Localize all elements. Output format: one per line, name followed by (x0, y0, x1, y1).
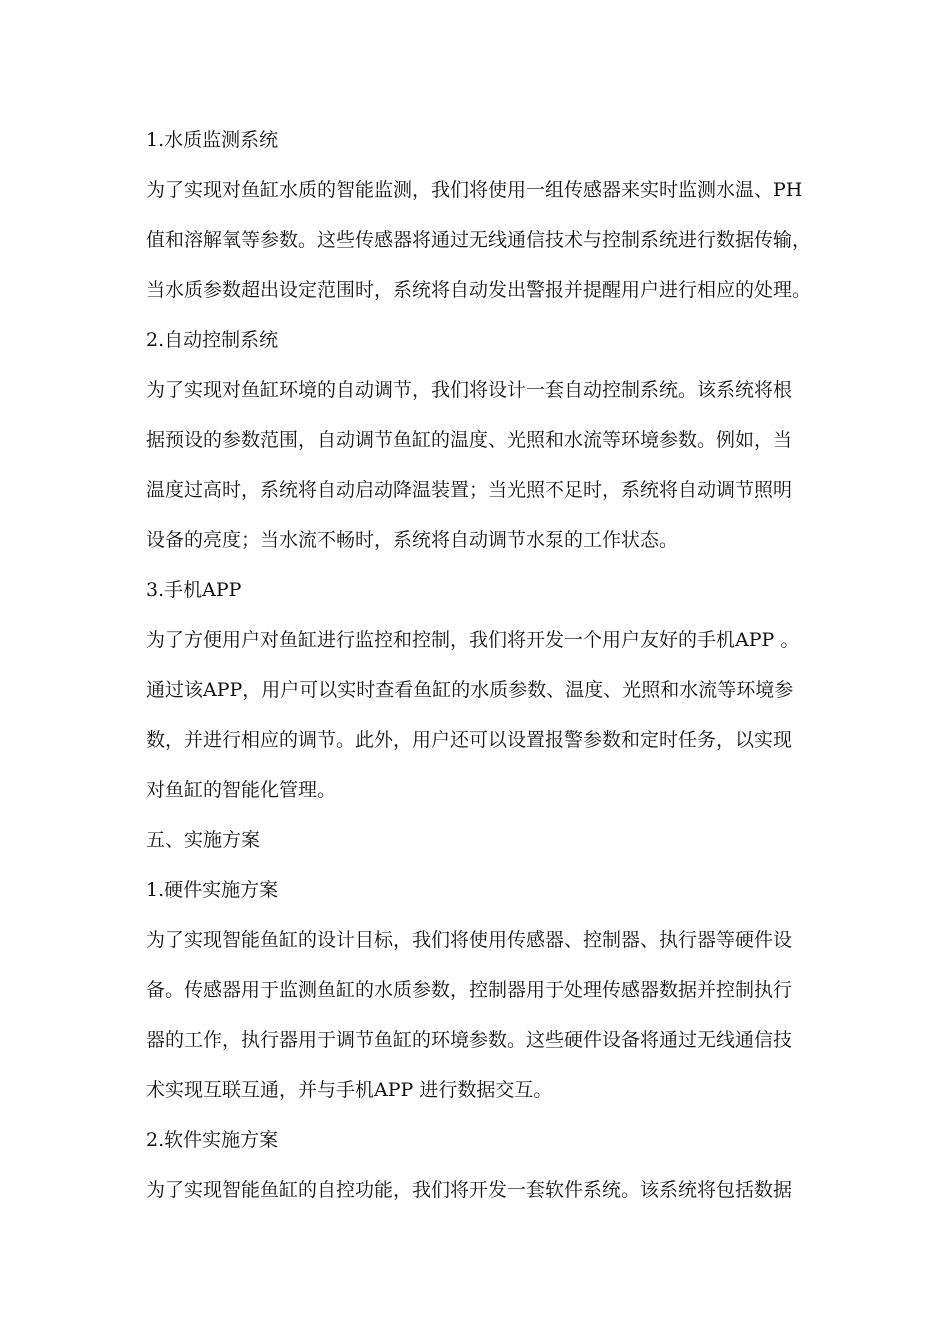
paragraph-line: 为了方便用户对鱼缸进行监控和控制，我们将开发一个用户友好的手机APP 。 (146, 629, 800, 651)
paragraph-line: 为了实现智能鱼缸的自控功能，我们将开发一套软件系统。该系统将包括数据 (146, 1179, 793, 1201)
paragraph-line: 为了实现智能鱼缸的设计目标，我们将使用传感器、控制器、执行器等硬件设 (146, 929, 793, 951)
chapter-heading-implementation: 五、实施方案 (146, 829, 261, 851)
paragraph-line: 温度过高时，系统将自动启动降温装置；当光照不足时，系统将自动调节照明 (146, 479, 793, 501)
section-heading-water-quality: 1.水质监测系统 (146, 129, 279, 151)
section-heading-hardware: 1.硬件实施方案 (146, 879, 279, 901)
paragraph-line: 备。传感器用于监测鱼缸的水质参数，控制器用于处理传感器数据并控制执行 (146, 979, 793, 1001)
paragraph-line: 数，并进行相应的调节。此外，用户还可以设置报警参数和定时任务，以实现 (146, 729, 793, 751)
section-heading-software: 2.软件实施方案 (146, 1129, 279, 1151)
paragraph-line: 当水质参数超出设定范围时，系统将自动发出警报并提醒用户进行相应的处理。 (146, 279, 812, 301)
paragraph-line: 据预设的参数范围，自动调节鱼缸的温度、光照和水流等环境参数。例如，当 (146, 429, 793, 451)
paragraph-line: 通过该APP，用户可以实时查看鱼缸的水质参数、温度、光照和水流等环境参 (146, 679, 794, 701)
paragraph-line: 术实现互联互通，并与手机APP 进行数据交互。 (146, 1079, 553, 1101)
section-heading-auto-control: 2.自动控制系统 (146, 329, 279, 351)
paragraph-line: 为了实现对鱼缸水质的智能监测，我们将使用一组传感器来实时监测水温、PH (146, 179, 803, 201)
paragraph-line: 设备的亮度；当水流不畅时，系统将自动调节水泵的工作状态。 (146, 529, 679, 551)
section-heading-mobile-app: 3.手机APP (146, 579, 242, 601)
paragraph-line: 对鱼缸的智能化管理。 (146, 779, 337, 801)
paragraph-line: 为了实现对鱼缸环境的自动调节，我们将设计一套自动控制系统。该系统将根 (146, 379, 793, 401)
paragraph-line: 器的工作，执行器用于调节鱼缸的环境参数。这些硬件设备将通过无线通信技 (146, 1029, 793, 1051)
paragraph-line: 值和溶解氧等参数。这些传感器将通过无线通信技术与控制系统进行数据传输， (146, 229, 812, 251)
